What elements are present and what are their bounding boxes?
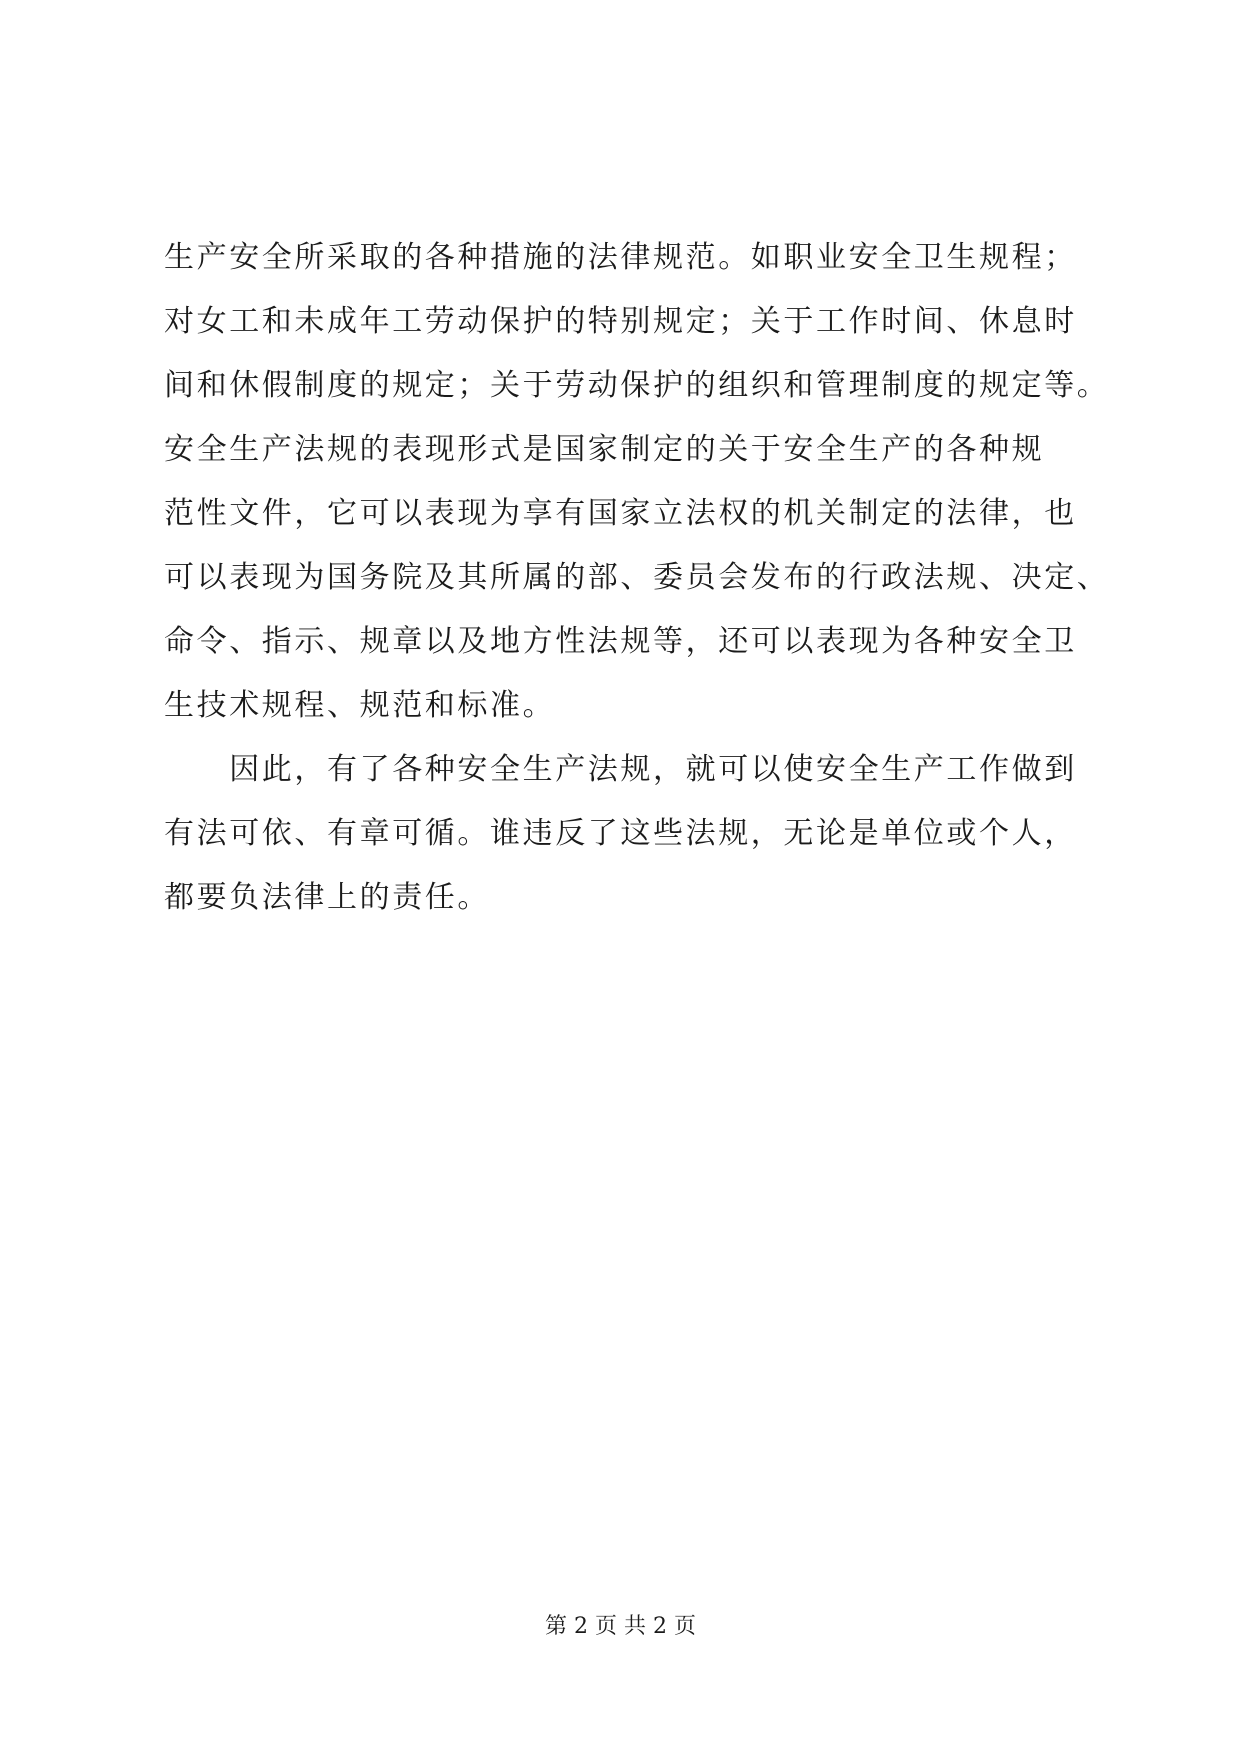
text-line: 范性文件，它可以表现为享有国家立法权的机关制定的法律，也 (164, 496, 1077, 531)
body-text (164, 226, 1124, 930)
text-line: 生技术规程、规范和标准。 (164, 688, 556, 723)
text-line: 有法可依、有章可循。谁违反了这些法规，无论是单位或个人， (164, 816, 1077, 851)
text-line: 间和休假制度的规定；关于劳动保护的组织和管理制度的规定等。 (164, 368, 1110, 403)
text-line: 可以表现为国务院及其所属的部、委员会发布的行政法规、决定、 (164, 560, 1110, 595)
text-line: 生产安全所采取的各种措施的法律规范。如职业安全卫生规程； (164, 240, 1077, 275)
text-line: 都要负法律上的责任。 (164, 880, 490, 915)
page-number-footer: 第 2 页 共 2 页 (545, 1614, 696, 1639)
text-line: 命令、指示、规章以及地方性法规等，还可以表现为各种安全卫 (164, 624, 1077, 659)
text-line: 安全生产法规的表现形式是国家制定的关于安全生产的各种规 (164, 432, 1045, 467)
text-line: 对女工和未成年工劳动保护的特别规定；关于工作时间、休息时 (164, 304, 1077, 339)
text-line: 因此，有了各种安全生产法规，就可以使安全生产工作做到 (164, 752, 1077, 787)
